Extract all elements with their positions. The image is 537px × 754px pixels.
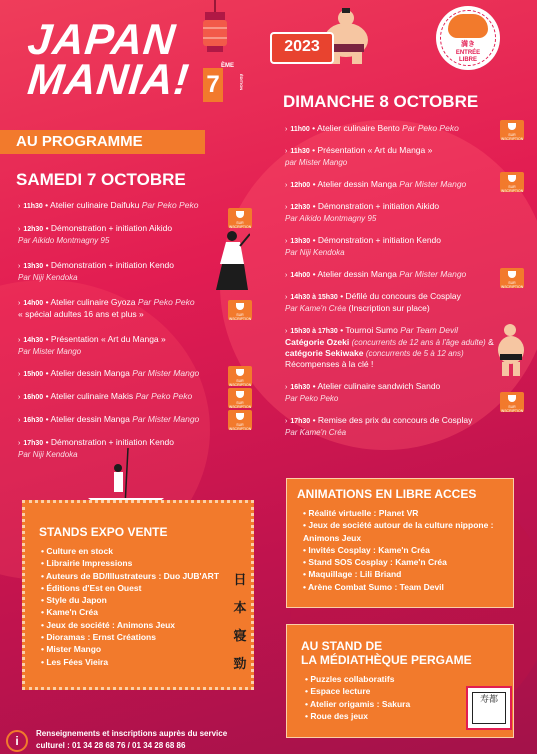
seal-stamp bbox=[466, 686, 512, 730]
stands-expo-panel bbox=[22, 500, 254, 690]
schedule-item: › 16h00 • Atelier culinaire Makis Par Peko Peko bbox=[18, 391, 193, 401]
category-name: Catégorie Ozeki bbox=[285, 337, 350, 347]
event-time: 17h30 bbox=[290, 418, 311, 425]
event-host: Par Mister Mango bbox=[399, 269, 467, 279]
footer-phone: culturel : 01 34 28 68 76 / 01 34 28 68 86 bbox=[36, 741, 186, 750]
event-name: Démonstration + initiation Kendo bbox=[50, 437, 174, 447]
event-time: 14h30 bbox=[23, 337, 44, 344]
event-note: (Inscription sur place) bbox=[348, 303, 430, 313]
free-entry-text bbox=[436, 50, 500, 64]
arrow-icon: › bbox=[18, 440, 21, 447]
sunday-title: DIMANCHE 8 OCTOBRE bbox=[283, 92, 479, 111]
event-time: 16h00 bbox=[23, 394, 44, 401]
schedule-item: › 14h00 • Atelier dessin Manga Par Mister Mango bbox=[285, 269, 467, 279]
badge-label: SUR INSCRIPTION bbox=[228, 423, 252, 431]
event-name: Tournoi Sumo bbox=[345, 325, 398, 335]
inscription-badge bbox=[500, 172, 524, 192]
food-icon bbox=[236, 391, 244, 398]
event-time: 12h30 bbox=[290, 204, 311, 211]
inscription-badge bbox=[500, 392, 524, 412]
event-note: « spécial adultes 16 ans et plus » bbox=[18, 309, 144, 319]
koi-fish-icon bbox=[448, 14, 488, 38]
schedule-item: › 17h30 • Remise des prix du concours de Cosplay Par Kame'n Créa bbox=[285, 415, 473, 437]
event-time: 11h30 bbox=[23, 203, 43, 210]
event-title bbox=[25, 16, 192, 104]
event-host: Par Niji Kendoka bbox=[18, 450, 78, 459]
reward-note: Récompenses à la clé ! bbox=[285, 359, 374, 369]
arrow-icon: › bbox=[285, 148, 288, 155]
schedule-item: › 12h00 • Atelier dessin Manga Par Mister Mango bbox=[285, 179, 467, 189]
event-host: Par Kame'n Créa bbox=[285, 428, 347, 437]
event-name: Démonstration + initiation Aikido bbox=[50, 223, 173, 233]
entry-line-2: LIBRE bbox=[459, 57, 477, 63]
inscription-badge bbox=[228, 410, 252, 430]
info-icon: i bbox=[6, 730, 28, 752]
entry-line-1: ENTRÉE bbox=[455, 50, 481, 56]
kanji-char: 寝 bbox=[233, 629, 247, 644]
event-host: Par Mister Mango bbox=[132, 368, 200, 378]
schedule-item: › 15h30 à 17h30 • Tournoi Sumo Par Team Devil Catégorie Ozeki (concurrents de 12 ans à l'âge adulte) & catégorie Sekiwake (concurrents de 5 à 12 ans) Récompenses à la clé ! bbox=[285, 325, 494, 369]
animations-list bbox=[303, 507, 508, 593]
list-item: • Invités Cosplay : Kame'n Créa bbox=[303, 544, 508, 556]
inscription-badge bbox=[228, 208, 252, 228]
arrow-icon: › bbox=[18, 226, 21, 233]
schedule-item: › 12h30 • Démonstration + initiation Aikido Par Aikido Montmagny 95 bbox=[285, 201, 440, 223]
schedule-item: › 16h30 • Atelier culinaire sandwich Sando Par Peko Peko bbox=[285, 381, 441, 403]
arrow-icon: › bbox=[285, 328, 288, 335]
event-host: Par Niji Kendoka bbox=[18, 273, 78, 282]
title-line-1: JAPAN bbox=[25, 16, 179, 64]
list-item: • Puzzles collaboratifs bbox=[305, 673, 410, 685]
event-host: Par Mister Mango bbox=[399, 179, 467, 189]
free-entry-badge bbox=[436, 6, 500, 70]
footer-line-1: Renseignements et inscriptions auprès du service bbox=[36, 729, 228, 738]
inscription-badge bbox=[500, 120, 524, 140]
category-name: catégorie Sekiwake bbox=[285, 348, 364, 358]
event-host: Par Peko Peko bbox=[141, 200, 199, 210]
badge-label: SUR INSCRIPTION bbox=[500, 405, 524, 413]
lantern-icon bbox=[198, 0, 232, 66]
animations-title: ANIMATIONS EN LIBRE ACCES bbox=[297, 487, 477, 501]
event-name: Atelier culinaire sandwich Sando bbox=[317, 381, 441, 391]
arrow-icon: › bbox=[285, 418, 288, 425]
list-item: • Style du Japon bbox=[41, 594, 219, 606]
event-host: Par Niji Kendoka bbox=[285, 248, 345, 257]
food-icon bbox=[236, 211, 244, 218]
badge-label: SUR INSCRIPTION bbox=[228, 313, 252, 321]
badge-kanji: 満き bbox=[461, 40, 475, 48]
event-time: 15h30 à 17h30 bbox=[290, 328, 338, 335]
event-name: Démonstration + initiation Aikido bbox=[317, 201, 440, 211]
category-note: (concurrents de 12 ans à l'âge adulte) bbox=[351, 338, 486, 347]
badge-label: SUR INSCRIPTION bbox=[500, 133, 524, 141]
vertical-kanji bbox=[230, 567, 250, 679]
event-time: 12h00 bbox=[290, 182, 311, 189]
event-host: Par Peko Peko bbox=[137, 297, 195, 307]
schedule-item: › 13h30 • Démonstration + initiation Kendo Par Niji Kendoka bbox=[285, 235, 441, 257]
event-time: 11h00 bbox=[290, 126, 310, 133]
list-item: • Dioramas : Ernst Créations bbox=[41, 631, 219, 643]
event-host: Par Peko Peko bbox=[402, 123, 459, 133]
inscription-badge bbox=[228, 300, 252, 320]
arrow-icon: › bbox=[285, 384, 288, 391]
list-item: • Maquillage : Lili Briand bbox=[303, 568, 508, 580]
event-name: Atelier culinaire Daifuku bbox=[50, 200, 140, 210]
event-host: Par Peko Peko bbox=[135, 391, 193, 401]
ampersand: & bbox=[488, 337, 494, 347]
mediatheque-title-line-1: AU STAND DE bbox=[301, 639, 383, 653]
badge-label: SUR INSCRIPTION bbox=[228, 401, 252, 409]
event-name: Présentation « Art du Manga » bbox=[317, 145, 433, 155]
schedule-item: › 11h00 • Atelier culinaire Bento Par Peko Peko bbox=[285, 123, 459, 133]
event-host: par Mister Mango bbox=[285, 158, 348, 167]
arrow-icon: › bbox=[18, 263, 21, 270]
stands-title: STANDS EXPO VENTE bbox=[39, 525, 168, 539]
event-name: Atelier culinaire Gyoza bbox=[50, 297, 136, 307]
list-item: • Espace lecture bbox=[305, 685, 410, 697]
food-icon bbox=[508, 123, 516, 130]
event-time: 13h30 bbox=[290, 238, 311, 245]
list-item: • Stand SOS Cosplay : Kame'n Créa bbox=[303, 556, 508, 568]
event-time: 12h30 bbox=[23, 226, 44, 233]
mediatheque-title bbox=[301, 639, 472, 667]
inscription-badge bbox=[500, 268, 524, 288]
saturday-title: SAMEDI 7 OCTOBRE bbox=[16, 170, 186, 189]
schedule-item: › 12h30 • Démonstration + initiation Aikido Par Aikido Montmagny 95 bbox=[18, 223, 173, 245]
list-item: • Les Fées Vieira bbox=[41, 656, 219, 668]
event-host: Par Kame'n Créa bbox=[285, 304, 347, 313]
event-name: Démonstration + initiation Kendo bbox=[50, 260, 174, 270]
list-item: • Éditions d'Est en Ouest bbox=[41, 582, 219, 594]
arrow-icon: › bbox=[18, 203, 21, 210]
event-host: Par Mister Mango bbox=[18, 347, 82, 356]
list-item: • Jeux de société : Animons Jeux bbox=[41, 619, 219, 631]
list-item: • Auteurs de BD/Illustrateurs : Duo JUB'ART bbox=[41, 570, 219, 582]
arrow-icon: › bbox=[285, 204, 288, 211]
list-item: • Culture en stock bbox=[41, 545, 219, 557]
food-icon bbox=[508, 271, 516, 278]
kanji-char: 勁 bbox=[233, 657, 247, 672]
aikido-figure-icon bbox=[210, 228, 250, 292]
event-name: Atelier dessin Manga bbox=[50, 414, 130, 424]
inscription-badge bbox=[228, 366, 252, 386]
edition-number: 7 bbox=[206, 71, 220, 98]
list-item: • Mister Mango bbox=[41, 643, 219, 655]
mediatheque-list bbox=[305, 673, 410, 722]
event-time: 15h00 bbox=[23, 371, 44, 378]
event-name: Atelier dessin Manga bbox=[317, 179, 397, 189]
inscription-badge bbox=[228, 388, 252, 408]
title-line-2: MANIA! bbox=[25, 56, 192, 104]
arrow-icon: › bbox=[285, 238, 288, 245]
arrow-icon: › bbox=[285, 272, 288, 279]
event-host: Par Mister Mango bbox=[132, 414, 200, 424]
event-time: 14h00 bbox=[23, 300, 44, 307]
kanji-char: 日 bbox=[233, 573, 247, 588]
schedule-item: › 14h30 • Présentation « Art du Manga » Par Mister Mango bbox=[18, 334, 166, 356]
event-host: Par Team Devil bbox=[400, 325, 458, 335]
list-item: • Réalité virtuelle : Planet VR bbox=[303, 507, 508, 519]
event-name: Présentation « Art du Manga » bbox=[50, 334, 166, 344]
arrow-icon: › bbox=[18, 371, 21, 378]
list-item: • Arène Combat Sumo : Team Devil bbox=[303, 581, 508, 593]
arrow-icon: › bbox=[18, 417, 21, 424]
schedule-item: › 16h30 • Atelier dessin Manga Par Mister Mango bbox=[18, 414, 200, 424]
badge-label: SUR INSCRIPTION bbox=[228, 379, 252, 387]
schedule-item: › 15h00 • Atelier dessin Manga Par Mister Mango bbox=[18, 368, 200, 378]
event-name: Défilé du concours de Cosplay bbox=[345, 291, 461, 301]
schedule-item: › 11h30 • Atelier culinaire Daifuku Par Peko Peko bbox=[18, 200, 199, 210]
list-item: • Librairie Impressions bbox=[41, 557, 219, 569]
food-icon bbox=[236, 303, 244, 310]
footer-info bbox=[36, 728, 227, 752]
event-host: Par Peko Peko bbox=[285, 394, 339, 403]
event-time: 11h30 bbox=[290, 148, 310, 155]
schedule-item: › 13h30 • Démonstration + initiation Kendo Par Niji Kendoka bbox=[18, 260, 174, 282]
list-item: • Roue des jeux bbox=[305, 710, 410, 722]
event-time: 14h30 à 15h30 bbox=[290, 294, 338, 301]
animations-panel bbox=[286, 478, 514, 608]
event-time: 13h30 bbox=[23, 263, 44, 270]
stamp-kanji: 寿都 bbox=[472, 692, 506, 724]
sunday-schedule bbox=[285, 123, 513, 438]
event-host: Par Aikido Montmagny 95 bbox=[18, 236, 110, 245]
list-item: • Atelier origamis : Sakura bbox=[305, 698, 410, 710]
event-time: 16h30 bbox=[290, 384, 311, 391]
stands-list bbox=[41, 545, 219, 668]
event-time: 14h00 bbox=[290, 272, 311, 279]
badge-label: SUR INSCRIPTION bbox=[228, 221, 252, 229]
food-icon bbox=[508, 175, 516, 182]
programme-banner: AU PROGRAMME bbox=[0, 130, 205, 154]
arrow-icon: › bbox=[18, 337, 21, 344]
event-name: Atelier dessin Manga bbox=[50, 368, 130, 378]
event-name: Atelier dessin Manga bbox=[317, 269, 397, 279]
schedule-item: › 14h30 à 15h30 • Défilé du concours de Cosplay Par Kame'n Créa (Inscription sur place) bbox=[285, 291, 461, 313]
food-icon bbox=[508, 395, 516, 402]
event-name: Remise des prix du concours de Cosplay bbox=[317, 415, 473, 425]
arrow-icon: › bbox=[285, 182, 288, 189]
schedule-item: › 17h30 • Démonstration + initiation Kendo Par Niji Kendoka bbox=[18, 437, 174, 459]
kanji-char: 本 bbox=[233, 601, 247, 616]
edition-label: ÉDITION bbox=[239, 74, 244, 91]
badge-label: SUR INSCRIPTION bbox=[500, 185, 524, 193]
sumo-figure-icon bbox=[494, 322, 528, 378]
event-name: Démonstration + initiation Kendo bbox=[317, 235, 441, 245]
badge-label: SUR INSCRIPTION bbox=[500, 281, 524, 289]
edition-badge bbox=[203, 63, 244, 102]
year-badge: 2023 bbox=[270, 32, 334, 64]
event-host: Par Aikido Montmagny 95 bbox=[285, 214, 377, 223]
event-time: 16h30 bbox=[23, 417, 44, 424]
food-icon bbox=[236, 369, 244, 376]
arrow-icon: › bbox=[285, 126, 288, 133]
schedule-item: › 11h30 • Présentation « Art du Manga » par Mister Mango bbox=[285, 145, 433, 167]
event-time: 17h30 bbox=[23, 440, 44, 447]
mediatheque-title-line-2: LA MÉDIATHÈQUE PERGAME bbox=[301, 653, 472, 667]
schedule-item: › 14h00 • Atelier culinaire Gyoza Par Peko Peko « spécial adultes 16 ans et plus » bbox=[18, 297, 195, 319]
list-item: • Kame'n Créa bbox=[41, 606, 219, 618]
arrow-icon: › bbox=[285, 294, 288, 301]
event-name: Atelier culinaire Makis bbox=[50, 391, 134, 401]
edition-suffix: ÈME bbox=[221, 63, 235, 69]
category-note: (concurrents de 5 à 12 ans) bbox=[365, 349, 464, 358]
list-item: • Jeux de société autour de la culture nippone : Animons Jeux bbox=[303, 519, 508, 544]
arrow-icon: › bbox=[18, 300, 21, 307]
food-icon bbox=[236, 413, 244, 420]
arrow-icon: › bbox=[18, 394, 21, 401]
event-name: Atelier culinaire Bento bbox=[317, 123, 400, 133]
